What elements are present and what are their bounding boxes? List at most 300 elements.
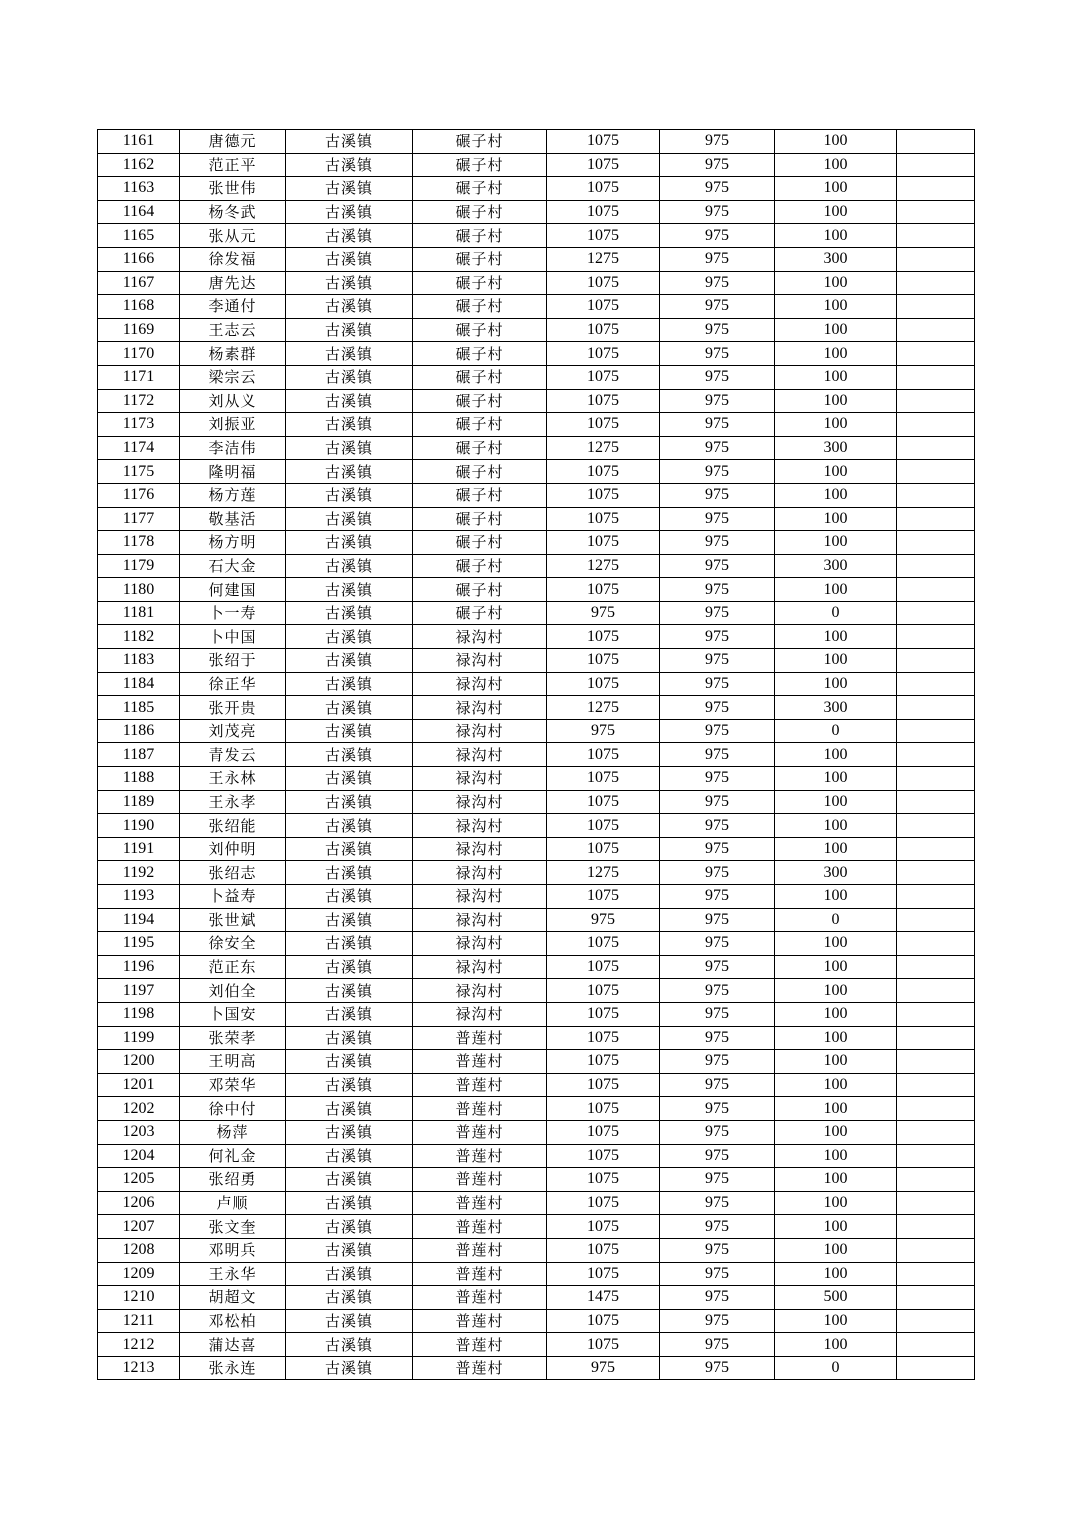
cell-name: 张绍勇 bbox=[180, 1168, 286, 1192]
cell-remark bbox=[897, 625, 975, 649]
cell-village: 碾子村 bbox=[413, 483, 547, 507]
cell-remark bbox=[897, 601, 975, 625]
cell-remark bbox=[897, 413, 975, 437]
table-row bbox=[98, 1333, 975, 1357]
table-row bbox=[98, 436, 975, 460]
cell-name: 张从元 bbox=[180, 224, 286, 248]
cell-amount-diff: 100 bbox=[775, 224, 897, 248]
cell-village: 普莲村 bbox=[413, 1097, 547, 1121]
cell-amount-diff: 100 bbox=[775, 767, 897, 791]
table-row bbox=[98, 814, 975, 838]
cell-name: 徐中付 bbox=[180, 1097, 286, 1121]
cell-remark bbox=[897, 1238, 975, 1262]
cell-village: 碾子村 bbox=[413, 436, 547, 460]
cell-number: 1179 bbox=[98, 554, 180, 578]
cell-number: 1172 bbox=[98, 389, 180, 413]
table-row bbox=[98, 790, 975, 814]
cell-amount-standard: 975 bbox=[660, 743, 775, 767]
cell-amount-standard: 975 bbox=[660, 271, 775, 295]
cell-remark bbox=[897, 342, 975, 366]
cell-amount-diff: 100 bbox=[775, 1097, 897, 1121]
cell-village: 禄沟村 bbox=[413, 767, 547, 791]
cell-amount-total: 1075 bbox=[547, 200, 660, 224]
cell-amount-standard: 975 bbox=[660, 1333, 775, 1357]
cell-number: 1203 bbox=[98, 1120, 180, 1144]
cell-amount-diff: 100 bbox=[775, 507, 897, 531]
cell-amount-total: 1075 bbox=[547, 1215, 660, 1239]
cell-amount-total: 1075 bbox=[547, 1191, 660, 1215]
cell-amount-total: 1075 bbox=[547, 837, 660, 861]
cell-remark bbox=[897, 389, 975, 413]
cell-amount-diff: 100 bbox=[775, 672, 897, 696]
cell-amount-total: 1075 bbox=[547, 1168, 660, 1192]
cell-amount-diff: 100 bbox=[775, 1262, 897, 1286]
cell-village: 禄沟村 bbox=[413, 790, 547, 814]
cell-number: 1191 bbox=[98, 837, 180, 861]
table-row bbox=[98, 1168, 975, 1192]
cell-number: 1188 bbox=[98, 767, 180, 791]
cell-number: 1186 bbox=[98, 719, 180, 743]
cell-name: 张世伟 bbox=[180, 177, 286, 201]
cell-town: 古溪镇 bbox=[286, 1168, 413, 1192]
table-row bbox=[98, 365, 975, 389]
cell-name: 王永华 bbox=[180, 1262, 286, 1286]
cell-remark bbox=[897, 483, 975, 507]
cell-amount-diff: 100 bbox=[775, 649, 897, 673]
cell-town: 古溪镇 bbox=[286, 295, 413, 319]
cell-amount-total: 1075 bbox=[547, 814, 660, 838]
cell-remark bbox=[897, 908, 975, 932]
cell-number: 1199 bbox=[98, 1026, 180, 1050]
cell-amount-total: 1075 bbox=[547, 177, 660, 201]
table-row bbox=[98, 1002, 975, 1026]
cell-name: 刘振亚 bbox=[180, 413, 286, 437]
cell-town: 古溪镇 bbox=[286, 200, 413, 224]
cell-name: 刘伯全 bbox=[180, 979, 286, 1003]
cell-remark bbox=[897, 507, 975, 531]
table-row bbox=[98, 1144, 975, 1168]
cell-village: 禄沟村 bbox=[413, 719, 547, 743]
cell-town: 古溪镇 bbox=[286, 1002, 413, 1026]
cell-amount-standard: 975 bbox=[660, 1238, 775, 1262]
cell-number: 1170 bbox=[98, 342, 180, 366]
cell-number: 1176 bbox=[98, 483, 180, 507]
cell-amount-total: 1075 bbox=[547, 1262, 660, 1286]
cell-town: 古溪镇 bbox=[286, 1120, 413, 1144]
cell-remark bbox=[897, 767, 975, 791]
cell-amount-standard: 975 bbox=[660, 130, 775, 154]
cell-amount-total: 1075 bbox=[547, 885, 660, 909]
cell-amount-standard: 975 bbox=[660, 814, 775, 838]
cell-village: 禄沟村 bbox=[413, 837, 547, 861]
cell-amount-total: 1075 bbox=[547, 743, 660, 767]
cell-amount-diff: 100 bbox=[775, 271, 897, 295]
cell-name: 王明高 bbox=[180, 1050, 286, 1074]
cell-amount-total: 1075 bbox=[547, 578, 660, 602]
cell-amount-diff: 100 bbox=[775, 625, 897, 649]
cell-town: 古溪镇 bbox=[286, 1215, 413, 1239]
cell-village: 普莲村 bbox=[413, 1191, 547, 1215]
cell-town: 古溪镇 bbox=[286, 365, 413, 389]
cell-number: 1183 bbox=[98, 649, 180, 673]
cell-number: 1213 bbox=[98, 1356, 180, 1380]
cell-amount-standard: 975 bbox=[660, 1050, 775, 1074]
cell-number: 1174 bbox=[98, 436, 180, 460]
cell-remark bbox=[897, 1144, 975, 1168]
cell-village: 普莲村 bbox=[413, 1120, 547, 1144]
cell-remark bbox=[897, 200, 975, 224]
cell-amount-total: 1075 bbox=[547, 1144, 660, 1168]
cell-remark bbox=[897, 696, 975, 720]
cell-amount-standard: 975 bbox=[660, 1215, 775, 1239]
cell-amount-diff: 100 bbox=[775, 1073, 897, 1097]
cell-town: 古溪镇 bbox=[286, 1073, 413, 1097]
cell-remark bbox=[897, 932, 975, 956]
cell-remark bbox=[897, 1073, 975, 1097]
cell-amount-diff: 100 bbox=[775, 1238, 897, 1262]
cell-amount-total: 1075 bbox=[547, 1097, 660, 1121]
cell-name: 张文奎 bbox=[180, 1215, 286, 1239]
cell-number: 1177 bbox=[98, 507, 180, 531]
cell-remark bbox=[897, 1097, 975, 1121]
table-row bbox=[98, 153, 975, 177]
cell-amount-diff: 300 bbox=[775, 696, 897, 720]
table-row bbox=[98, 1356, 975, 1380]
cell-amount-diff: 100 bbox=[775, 460, 897, 484]
cell-amount-total: 1475 bbox=[547, 1286, 660, 1310]
cell-amount-standard: 975 bbox=[660, 318, 775, 342]
cell-town: 古溪镇 bbox=[286, 177, 413, 201]
cell-amount-total: 1075 bbox=[547, 413, 660, 437]
cell-amount-standard: 975 bbox=[660, 885, 775, 909]
cell-name: 徐正华 bbox=[180, 672, 286, 696]
cell-village: 碾子村 bbox=[413, 554, 547, 578]
cell-amount-total: 1075 bbox=[547, 130, 660, 154]
cell-village: 禄沟村 bbox=[413, 814, 547, 838]
cell-number: 1204 bbox=[98, 1144, 180, 1168]
cell-number: 1161 bbox=[98, 130, 180, 154]
cell-remark bbox=[897, 885, 975, 909]
cell-name: 青发云 bbox=[180, 743, 286, 767]
cell-remark bbox=[897, 224, 975, 248]
cell-village: 碾子村 bbox=[413, 271, 547, 295]
cell-number: 1169 bbox=[98, 318, 180, 342]
cell-name: 邓松柏 bbox=[180, 1309, 286, 1333]
cell-name: 刘茂亮 bbox=[180, 719, 286, 743]
cell-village: 碾子村 bbox=[413, 130, 547, 154]
cell-amount-standard: 975 bbox=[660, 672, 775, 696]
table-row bbox=[98, 578, 975, 602]
cell-amount-total: 1275 bbox=[547, 247, 660, 271]
cell-amount-total: 1075 bbox=[547, 153, 660, 177]
cell-amount-standard: 975 bbox=[660, 389, 775, 413]
table-row bbox=[98, 1309, 975, 1333]
cell-village: 禄沟村 bbox=[413, 979, 547, 1003]
cell-village: 禄沟村 bbox=[413, 885, 547, 909]
table-row bbox=[98, 837, 975, 861]
cell-town: 古溪镇 bbox=[286, 271, 413, 295]
cell-amount-total: 1275 bbox=[547, 696, 660, 720]
cell-remark bbox=[897, 1191, 975, 1215]
cell-amount-total: 1075 bbox=[547, 672, 660, 696]
cell-amount-diff: 100 bbox=[775, 1050, 897, 1074]
cell-amount-standard: 975 bbox=[660, 177, 775, 201]
table-row bbox=[98, 861, 975, 885]
cell-amount-total: 1075 bbox=[547, 979, 660, 1003]
cell-amount-standard: 975 bbox=[660, 1262, 775, 1286]
cell-village: 禄沟村 bbox=[413, 861, 547, 885]
cell-number: 1185 bbox=[98, 696, 180, 720]
cell-village: 碾子村 bbox=[413, 460, 547, 484]
table-row bbox=[98, 247, 975, 271]
cell-number: 1165 bbox=[98, 224, 180, 248]
cell-amount-diff: 100 bbox=[775, 885, 897, 909]
cell-town: 古溪镇 bbox=[286, 649, 413, 673]
cell-remark bbox=[897, 1262, 975, 1286]
cell-amount-standard: 975 bbox=[660, 1356, 775, 1380]
cell-village: 禄沟村 bbox=[413, 743, 547, 767]
cell-amount-standard: 975 bbox=[660, 649, 775, 673]
cell-name: 张绍志 bbox=[180, 861, 286, 885]
cell-name: 卜中国 bbox=[180, 625, 286, 649]
cell-amount-total: 1075 bbox=[547, 1073, 660, 1097]
cell-remark bbox=[897, 790, 975, 814]
cell-amount-standard: 975 bbox=[660, 507, 775, 531]
cell-amount-total: 1275 bbox=[547, 554, 660, 578]
table-row bbox=[98, 389, 975, 413]
cell-amount-standard: 975 bbox=[660, 1144, 775, 1168]
cell-amount-standard: 975 bbox=[660, 837, 775, 861]
cell-amount-total: 1075 bbox=[547, 955, 660, 979]
cell-number: 1205 bbox=[98, 1168, 180, 1192]
cell-town: 古溪镇 bbox=[286, 601, 413, 625]
table-row bbox=[98, 531, 975, 555]
cell-village: 禄沟村 bbox=[413, 908, 547, 932]
cell-town: 古溪镇 bbox=[286, 436, 413, 460]
cell-village: 碾子村 bbox=[413, 247, 547, 271]
cell-amount-diff: 100 bbox=[775, 1168, 897, 1192]
table-row bbox=[98, 271, 975, 295]
cell-town: 古溪镇 bbox=[286, 554, 413, 578]
cell-amount-total: 1075 bbox=[547, 625, 660, 649]
cell-village: 普莲村 bbox=[413, 1073, 547, 1097]
table-row bbox=[98, 719, 975, 743]
cell-name: 王志云 bbox=[180, 318, 286, 342]
cell-number: 1182 bbox=[98, 625, 180, 649]
table-row bbox=[98, 318, 975, 342]
cell-amount-diff: 100 bbox=[775, 1333, 897, 1357]
cell-amount-standard: 975 bbox=[660, 767, 775, 791]
cell-number: 1171 bbox=[98, 365, 180, 389]
cell-town: 古溪镇 bbox=[286, 578, 413, 602]
cell-name: 邓荣华 bbox=[180, 1073, 286, 1097]
cell-amount-total: 1075 bbox=[547, 295, 660, 319]
table-row bbox=[98, 342, 975, 366]
cell-remark bbox=[897, 318, 975, 342]
table-row bbox=[98, 979, 975, 1003]
cell-name: 王永林 bbox=[180, 767, 286, 791]
table-row bbox=[98, 554, 975, 578]
cell-amount-standard: 975 bbox=[660, 790, 775, 814]
cell-amount-diff: 100 bbox=[775, 342, 897, 366]
cell-amount-standard: 975 bbox=[660, 1191, 775, 1215]
cell-amount-diff: 100 bbox=[775, 743, 897, 767]
cell-number: 1197 bbox=[98, 979, 180, 1003]
cell-remark bbox=[897, 649, 975, 673]
table-row bbox=[98, 224, 975, 248]
cell-amount-diff: 100 bbox=[775, 1191, 897, 1215]
cell-remark bbox=[897, 1002, 975, 1026]
cell-amount-total: 1275 bbox=[547, 861, 660, 885]
cell-name: 张永连 bbox=[180, 1356, 286, 1380]
cell-name: 卜国安 bbox=[180, 1002, 286, 1026]
cell-remark bbox=[897, 295, 975, 319]
cell-name: 张开贵 bbox=[180, 696, 286, 720]
cell-name: 王永孝 bbox=[180, 790, 286, 814]
cell-amount-diff: 100 bbox=[775, 153, 897, 177]
cell-amount-total: 1075 bbox=[547, 1002, 660, 1026]
cell-name: 李通付 bbox=[180, 295, 286, 319]
cell-number: 1196 bbox=[98, 955, 180, 979]
cell-amount-total: 975 bbox=[547, 719, 660, 743]
cell-remark bbox=[897, 436, 975, 460]
cell-town: 古溪镇 bbox=[286, 979, 413, 1003]
cell-remark bbox=[897, 672, 975, 696]
table-row bbox=[98, 767, 975, 791]
cell-remark bbox=[897, 1309, 975, 1333]
table-row bbox=[98, 1262, 975, 1286]
cell-name: 范正平 bbox=[180, 153, 286, 177]
cell-town: 古溪镇 bbox=[286, 625, 413, 649]
cell-town: 古溪镇 bbox=[286, 790, 413, 814]
cell-remark bbox=[897, 743, 975, 767]
cell-town: 古溪镇 bbox=[286, 861, 413, 885]
cell-remark bbox=[897, 1050, 975, 1074]
cell-amount-total: 1075 bbox=[547, 790, 660, 814]
cell-name: 范正东 bbox=[180, 955, 286, 979]
cell-town: 古溪镇 bbox=[286, 1144, 413, 1168]
cell-amount-standard: 975 bbox=[660, 696, 775, 720]
cell-amount-standard: 975 bbox=[660, 979, 775, 1003]
cell-amount-diff: 100 bbox=[775, 932, 897, 956]
cell-amount-diff: 100 bbox=[775, 790, 897, 814]
table-row bbox=[98, 601, 975, 625]
cell-amount-total: 975 bbox=[547, 908, 660, 932]
cell-amount-total: 1075 bbox=[547, 1120, 660, 1144]
cell-amount-total: 975 bbox=[547, 601, 660, 625]
cell-amount-diff: 100 bbox=[775, 130, 897, 154]
cell-amount-standard: 975 bbox=[660, 342, 775, 366]
cell-town: 古溪镇 bbox=[286, 224, 413, 248]
cell-remark bbox=[897, 554, 975, 578]
cell-name: 敬基活 bbox=[180, 507, 286, 531]
cell-town: 古溪镇 bbox=[286, 413, 413, 437]
cell-village: 碾子村 bbox=[413, 224, 547, 248]
cell-village: 禄沟村 bbox=[413, 696, 547, 720]
cell-number: 1192 bbox=[98, 861, 180, 885]
cell-village: 碾子村 bbox=[413, 295, 547, 319]
cell-town: 古溪镇 bbox=[286, 1356, 413, 1380]
cell-town: 古溪镇 bbox=[286, 389, 413, 413]
cell-village: 普莲村 bbox=[413, 1144, 547, 1168]
cell-town: 古溪镇 bbox=[286, 885, 413, 909]
cell-remark bbox=[897, 1286, 975, 1310]
data-table-sheet bbox=[97, 129, 974, 1380]
cell-village: 碾子村 bbox=[413, 200, 547, 224]
table-row bbox=[98, 1097, 975, 1121]
cell-remark bbox=[897, 177, 975, 201]
cell-number: 1193 bbox=[98, 885, 180, 909]
cell-name: 卜益寿 bbox=[180, 885, 286, 909]
cell-amount-standard: 975 bbox=[660, 413, 775, 437]
cell-amount-diff: 100 bbox=[775, 531, 897, 555]
cell-amount-total: 1275 bbox=[547, 436, 660, 460]
cell-remark bbox=[897, 1333, 975, 1357]
cell-remark bbox=[897, 837, 975, 861]
cell-remark bbox=[897, 271, 975, 295]
cell-remark bbox=[897, 1120, 975, 1144]
cell-village: 普莲村 bbox=[413, 1356, 547, 1380]
cell-amount-total: 1075 bbox=[547, 507, 660, 531]
cell-amount-standard: 975 bbox=[660, 531, 775, 555]
cell-village: 普莲村 bbox=[413, 1333, 547, 1357]
cell-town: 古溪镇 bbox=[286, 837, 413, 861]
cell-amount-diff: 100 bbox=[775, 837, 897, 861]
table-row bbox=[98, 1215, 975, 1239]
cell-amount-diff: 100 bbox=[775, 413, 897, 437]
cell-remark bbox=[897, 578, 975, 602]
cell-remark bbox=[897, 1215, 975, 1239]
cell-town: 古溪镇 bbox=[286, 1097, 413, 1121]
table-row bbox=[98, 177, 975, 201]
cell-name: 杨萍 bbox=[180, 1120, 286, 1144]
cell-name: 张绍于 bbox=[180, 649, 286, 673]
cell-town: 古溪镇 bbox=[286, 932, 413, 956]
cell-village: 普莲村 bbox=[413, 1050, 547, 1074]
cell-remark bbox=[897, 955, 975, 979]
cell-amount-standard: 975 bbox=[660, 1168, 775, 1192]
table-row bbox=[98, 1050, 975, 1074]
cell-town: 古溪镇 bbox=[286, 814, 413, 838]
cell-village: 碾子村 bbox=[413, 318, 547, 342]
cell-town: 古溪镇 bbox=[286, 247, 413, 271]
cell-amount-total: 1075 bbox=[547, 1238, 660, 1262]
cell-amount-standard: 975 bbox=[660, 908, 775, 932]
cell-remark bbox=[897, 247, 975, 271]
cell-amount-standard: 975 bbox=[660, 861, 775, 885]
cell-number: 1190 bbox=[98, 814, 180, 838]
table-row bbox=[98, 130, 975, 154]
table-row bbox=[98, 1238, 975, 1262]
cell-amount-standard: 975 bbox=[660, 365, 775, 389]
cell-number: 1173 bbox=[98, 413, 180, 437]
cell-amount-diff: 0 bbox=[775, 719, 897, 743]
cell-town: 古溪镇 bbox=[286, 483, 413, 507]
cell-amount-diff: 300 bbox=[775, 436, 897, 460]
cell-town: 古溪镇 bbox=[286, 719, 413, 743]
cell-village: 禄沟村 bbox=[413, 932, 547, 956]
cell-amount-standard: 975 bbox=[660, 1286, 775, 1310]
cell-amount-diff: 100 bbox=[775, 814, 897, 838]
cell-remark bbox=[897, 814, 975, 838]
cell-village: 禄沟村 bbox=[413, 625, 547, 649]
cell-amount-diff: 500 bbox=[775, 1286, 897, 1310]
cell-name: 邓明兵 bbox=[180, 1238, 286, 1262]
cell-village: 碾子村 bbox=[413, 578, 547, 602]
cell-village: 普莲村 bbox=[413, 1238, 547, 1262]
cell-name: 卜一寿 bbox=[180, 601, 286, 625]
cell-name: 蒲达喜 bbox=[180, 1333, 286, 1357]
